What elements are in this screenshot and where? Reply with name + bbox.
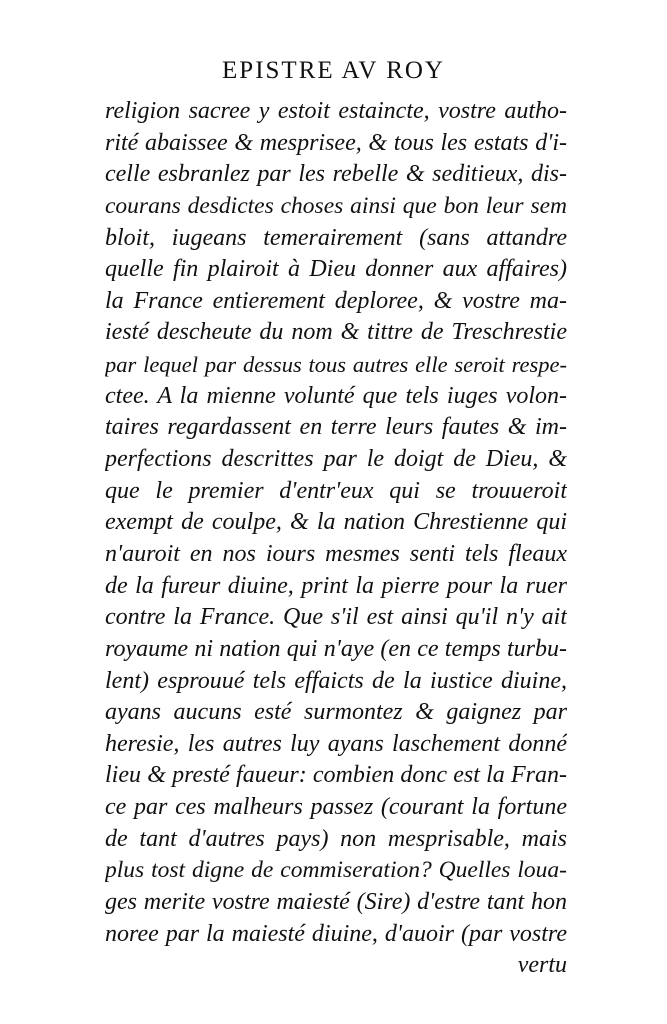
text-line: taires regardassent en terre leurs fautes & im-: [105, 414, 567, 441]
text-line: ges merite vostre maiesté (Sire) d'estre tant hon: [105, 889, 567, 916]
catchword: vertu: [517, 952, 567, 979]
text-line: lieu & presté faueur: combien donc est la Fran-: [105, 762, 567, 789]
text-line: contre la France. Que s'il est ainsi qu'il n'y ait: [105, 604, 567, 631]
text-line: lent) esprouué tels effaicts de la iustice diuine,: [105, 667, 567, 694]
text-line: celle esbranlez par les rebelle & seditieux, dis-: [105, 161, 567, 188]
text-line: quelle fin plairoit à Dieu donner aux affaires): [105, 256, 567, 283]
text-line: rité abaissee & mesprisee, & tous les estats d'i-: [105, 129, 567, 156]
text-line: iesté descheute du nom & tittre de Treschrestie: [105, 319, 567, 346]
text-line: bloit, iugeans temerairement (sans attandre: [105, 224, 567, 251]
text-line: ayans aucuns esté surmontez & gaignez par: [105, 699, 567, 726]
text-line: n'auroit en nos iours mesmes senti tels fleaux: [105, 540, 567, 567]
text-line: de tant d'autres pays) non mesprisable, mais: [105, 825, 567, 852]
text-line: religion sacree y estoit estaincte, vostre autho-: [105, 98, 567, 124]
text-line: la France entierement deploree, & vostre ma-: [105, 287, 567, 314]
text-line: de la fureur diuine, print la pierre pour la ruer: [105, 572, 567, 599]
text-line: perfections descrittes par le doigt de Dieu, &: [105, 446, 567, 473]
text-line: courans desdictes choses ainsi que bon leur sem: [105, 192, 567, 219]
body-text: [105, 96, 567, 982]
text-line: ce par ces malheurs passez (courant la fortune: [105, 794, 567, 821]
text-line: royaume ni nation qui n'aye (en ce temps turbu-: [105, 635, 567, 662]
text-line: plus tost digne de commiseration? Quelles loua-: [105, 857, 567, 884]
text-line: par lequel par dessus tous autres elle seroit respe-: [105, 352, 567, 378]
text-line: heresie, les autres luy ayans laschement donné: [105, 730, 567, 757]
running-header: EPISTRE AV ROY: [222, 57, 445, 84]
text-line: exempt de coulpe, & la nation Chrestienne qui: [105, 509, 567, 536]
text-line: que le premier d'entr'eux qui se trouueroit: [105, 477, 567, 504]
text-line: noree par la maiesté diuine, d'auoir (par vostre: [105, 920, 567, 947]
text-line: ctee. A la mienne volunté que tels iuges volon-: [105, 382, 567, 409]
